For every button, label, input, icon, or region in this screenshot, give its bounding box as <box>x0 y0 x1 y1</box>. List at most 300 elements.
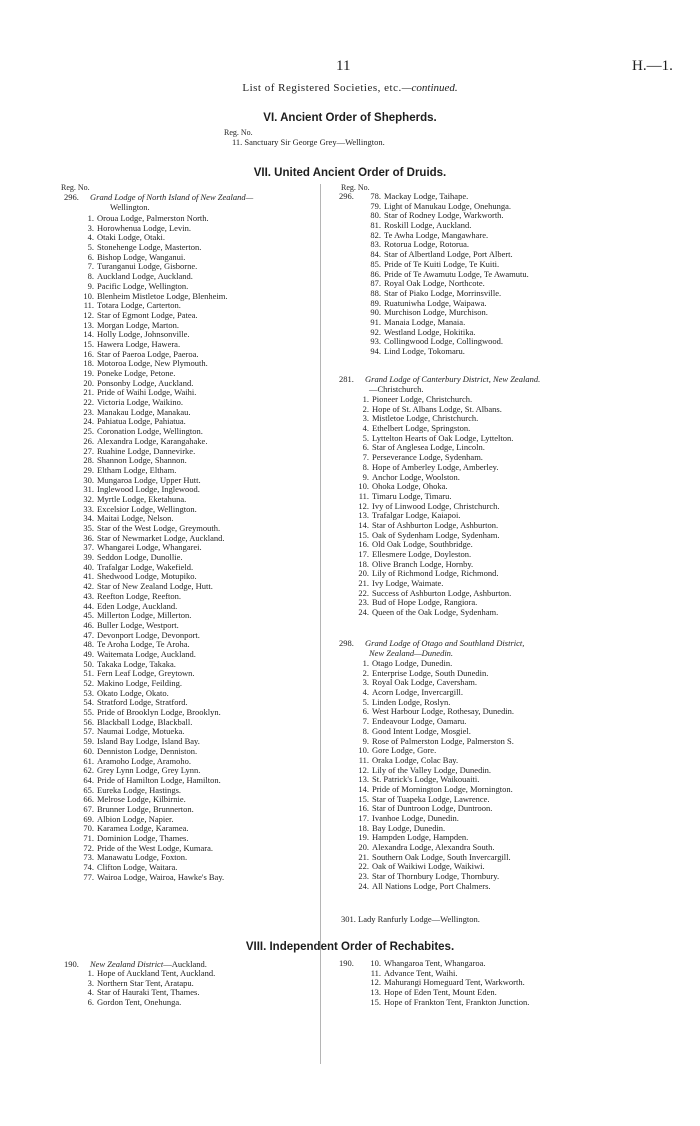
reg-number: 296. <box>339 191 354 201</box>
item-text: Albion Lodge, Napier. <box>97 813 174 824</box>
item-text: Eltham Lodge, Eltham. <box>97 464 177 475</box>
item-text: Southern Oak Lodge, South Invercargill. <box>372 851 511 862</box>
item-number: 8. <box>87 271 94 282</box>
item-number: 3. <box>362 413 369 424</box>
item-number: 14. <box>358 783 369 794</box>
item-number: 2. <box>362 403 369 414</box>
canterbury-city: —Christchurch. <box>369 384 424 394</box>
item-number: 1. <box>87 213 94 223</box>
item-number: 8. <box>362 461 369 472</box>
item-text: Ivy of Linwood Lodge, Christchurch. <box>372 500 500 511</box>
item-text: Linden Lodge, Roslyn. <box>372 696 451 707</box>
item-text: Star of Rodney Lodge, Warkworth. <box>384 210 504 221</box>
otago-heading <box>339 638 669 648</box>
item-text: Gordon Tent, Onehunga. <box>97 997 182 1008</box>
item-number: 74. <box>83 862 94 873</box>
item-number: 67. <box>83 803 94 814</box>
list-item <box>339 882 669 892</box>
item-text: Clifton Lodge, Waitara. <box>97 862 178 873</box>
canterbury-name: Grand Lodge of Canterbury District, New Zealand. <box>365 374 541 384</box>
item-text: Makino Lodge, Feilding. <box>97 678 182 688</box>
item-number: 55. <box>83 707 94 718</box>
item-number: 94. <box>370 346 381 356</box>
title-main: List of Registered Societies, etc. <box>242 82 402 94</box>
north-island-heading <box>64 192 316 202</box>
item-number: 13. <box>370 987 381 998</box>
item-text: Alexandra Lodge, Alexandra South. <box>372 842 495 853</box>
item-number: 10. <box>358 481 369 492</box>
item-text: Star of New Zealand Lodge, Hutt. <box>97 581 213 592</box>
shepherds-entry: 11. Sanctuary Sir George Grey—Wellington. <box>232 137 385 147</box>
rechabites-left-list <box>64 969 316 1008</box>
item-text: Maitai Lodge, Nelson. <box>97 513 174 524</box>
item-text: Bishop Lodge, Wanganui. <box>97 251 186 262</box>
item-text: Wairoa Lodge, Wairoa, Hawke's Bay. <box>97 871 225 882</box>
item-text: Star of the West Lodge, Greymouth. <box>97 523 221 533</box>
item-text: Pride of Waihi Lodge, Waihi. <box>97 387 197 398</box>
item-number: 11. <box>83 300 94 311</box>
item-number: 3. <box>87 222 94 233</box>
item-number: 78. <box>370 191 381 201</box>
item-text: Old Oak Lodge, Southbridge. <box>372 539 473 550</box>
item-text: Hope of Amberley Lodge, Amberley. <box>372 461 499 472</box>
item-number: 26. <box>83 435 94 446</box>
item-text: Enterprise Lodge, South Dunedin. <box>372 667 489 678</box>
item-number: 6. <box>87 997 94 1008</box>
item-number: 6. <box>87 251 94 262</box>
item-number: 12. <box>358 764 369 775</box>
item-text: Manaia Lodge, Manaia. <box>384 316 466 327</box>
item-text: Denniston Lodge, Denniston. <box>97 745 198 756</box>
item-number: 33. <box>83 503 94 514</box>
item-text: Gore Lodge, Gore. <box>372 745 437 756</box>
item-text: Buller Lodge, Westport. <box>97 619 179 630</box>
item-number: 4. <box>87 232 94 243</box>
item-text: St. Patrick's Lodge, Waikouaiti. <box>372 774 480 785</box>
rechabites-left <box>64 959 316 1008</box>
item-text: Stratford Lodge, Stratford. <box>97 697 188 708</box>
item-number: 53. <box>83 687 94 698</box>
item-number: 24. <box>83 416 94 427</box>
item-text: Myrtle Lodge, Eketahuna. <box>97 493 187 504</box>
rechabites-heading: VIII. Independent Order of Rechabites. <box>245 941 455 953</box>
item-text: Ponsonby Lodge, Auckland. <box>97 377 194 388</box>
item-number: 66. <box>83 794 94 805</box>
item-number: 61. <box>83 755 94 766</box>
item-number: 51. <box>83 668 94 679</box>
item-text: Te Awha Lodge, Mangawhare. <box>384 229 489 240</box>
item-number: 27. <box>83 445 94 456</box>
item-number: 24. <box>358 880 369 891</box>
item-number: 24. <box>358 607 369 618</box>
item-text: Star of Paeroa Lodge, Paeroa. <box>97 348 199 359</box>
item-text: Hope of Auckland Tent, Auckland. <box>97 968 216 978</box>
item-number: 10. <box>358 745 369 756</box>
item-number: 40. <box>83 561 94 572</box>
item-number: 85. <box>370 258 381 269</box>
item-text: Aramoho Lodge, Aramoho. <box>97 755 191 766</box>
item-number: 59. <box>83 736 94 747</box>
item-text: Oraka Lodge, Colac Bay. <box>372 754 459 765</box>
item-number: 23. <box>358 597 369 608</box>
list-item <box>339 998 669 1008</box>
item-number: 21. <box>358 851 369 862</box>
item-text: West Harbour Lodge, Rothesay, Dunedin. <box>372 706 515 717</box>
item-text: Island Bay Lodge, Island Bay. <box>97 736 200 747</box>
list-item <box>339 347 669 357</box>
item-text: Poneke Lodge, Petone. <box>97 368 176 378</box>
item-number: 13. <box>358 774 369 785</box>
item-number: 7. <box>362 716 369 727</box>
item-number: 1. <box>87 968 94 978</box>
item-number: 70. <box>83 823 94 834</box>
item-number: 9. <box>87 280 94 291</box>
item-text: Ruatuniwha Lodge, Waipawa. <box>384 297 487 308</box>
item-text: Turanganui Lodge, Gisborne. <box>97 261 198 272</box>
item-text: Hope of St. Albans Lodge, St. Albans. <box>372 403 502 414</box>
item-text: Auckland Lodge, Auckland. <box>97 271 193 282</box>
item-text: Star of Albertland Lodge, Port Albert. <box>384 249 513 260</box>
lady-ranfurly-lodge: 301. Lady Ranfurly Lodge—Wellington. <box>341 914 480 924</box>
item-number: 36. <box>83 532 94 543</box>
item-number: 16. <box>358 539 369 550</box>
item-text: Mahurangi Homeguard Tent, Warkworth. <box>384 977 525 988</box>
rechabites-district-name: New Zealand District <box>90 959 164 969</box>
item-text: Olive Branch Lodge, Hornby. <box>372 558 474 569</box>
page-number: 11 <box>336 58 351 74</box>
item-text: Star of Newmarket Lodge, Auckland. <box>97 532 225 543</box>
item-number: 92. <box>370 326 381 337</box>
item-text: Motoroa Lodge, New Plymouth. <box>97 358 208 369</box>
item-text: Ivy Lodge, Waimate. <box>372 578 444 589</box>
item-number: 43. <box>83 590 94 601</box>
item-number: 19. <box>358 832 369 843</box>
item-number: 20. <box>358 842 369 853</box>
item-text: Trafalgar Lodge, Wakefield. <box>97 561 194 572</box>
item-text: Mistletoe Lodge, Christchurch. <box>372 413 479 424</box>
north-island-grand-lodge <box>64 192 316 882</box>
item-text: Queen of the Oak Lodge, Sydenham. <box>372 607 499 618</box>
item-number: 35. <box>83 523 94 533</box>
item-number: 79. <box>370 200 381 211</box>
item-text: Karamea Lodge, Karamea. <box>97 823 189 834</box>
item-text: Shannon Lodge, Shannon. <box>97 455 187 466</box>
item-text: Ruahine Lodge, Dannevirke. <box>97 445 196 456</box>
item-number: 54. <box>83 697 94 708</box>
item-text: Rose of Palmerston Lodge, Palmerston S. <box>372 735 514 746</box>
item-number: 86. <box>370 268 381 279</box>
item-text: Star of Tuapeka Lodge, Lawrence. <box>372 793 490 804</box>
item-text: Fern Leaf Lodge, Greytown. <box>97 668 195 679</box>
item-number: 7. <box>362 452 369 463</box>
item-number: 10. <box>83 290 94 301</box>
item-number: 4. <box>362 687 369 698</box>
item-text: Horowhenua Lodge, Levin. <box>97 222 191 233</box>
item-text: Star of Piako Lodge, Morrinsville. <box>384 287 502 298</box>
item-text: Excelsior Lodge, Wellington. <box>97 503 197 514</box>
otago-grand-lodge <box>339 638 669 892</box>
item-text: Oak of Sydenham Lodge, Sydenham. <box>372 529 500 540</box>
item-text: Morgan Lodge, Marton. <box>97 319 179 330</box>
rechabites-divider <box>320 958 321 1022</box>
item-number: 84. <box>370 249 381 260</box>
item-number: 64. <box>83 774 94 785</box>
item-text: Pride of Te Kuiti Lodge, Te Kuiti. <box>384 258 500 269</box>
item-text: Advance Tent, Waihi. <box>384 967 458 978</box>
item-text: Collingwood Lodge, Collingwood. <box>384 336 503 347</box>
item-number: 14. <box>358 519 369 530</box>
item-number: 9. <box>362 735 369 746</box>
item-number: 89. <box>370 297 381 308</box>
otago-lodge-list <box>339 659 669 892</box>
item-number: 72. <box>83 842 94 853</box>
item-number: 8. <box>362 725 369 736</box>
item-text: Manawatu Lodge, Foxton. <box>97 852 188 863</box>
item-number: 13. <box>83 319 94 330</box>
item-number: 81. <box>370 220 381 231</box>
otago-city: New Zealand—Dunedin. <box>369 648 454 658</box>
item-number: 9. <box>362 471 369 482</box>
item-text: Blenheim Mistletoe Lodge, Blenheim. <box>97 290 228 301</box>
item-number: 42. <box>83 581 94 592</box>
item-number: 83. <box>370 239 381 250</box>
item-number: 91. <box>370 316 381 327</box>
item-number: 4. <box>87 987 94 998</box>
item-number: 49. <box>83 648 94 659</box>
item-text: Royal Oak Lodge, Northcote. <box>384 278 485 289</box>
page-reference: H.—1. <box>632 58 673 74</box>
item-text: Westland Lodge, Hokitika. <box>384 326 476 337</box>
rechabites-right <box>339 959 669 1007</box>
item-text: Star of Thornbury Lodge, Thornbury. <box>372 871 500 882</box>
item-number: 11. <box>358 490 369 501</box>
druids-right-reg-label: Reg. No. <box>341 183 370 192</box>
item-text: Hawera Lodge, Hawera. <box>97 338 181 349</box>
item-number: 82. <box>370 229 381 240</box>
item-number: 30. <box>83 474 94 485</box>
item-number: 71. <box>83 833 94 843</box>
canterbury-heading <box>339 374 669 384</box>
north-island-reg: 296. <box>64 192 79 202</box>
item-number: 20. <box>358 568 369 579</box>
item-text: Waitemata Lodge, Auckland. <box>97 648 196 659</box>
document-title <box>0 82 700 94</box>
item-text: Devonport Lodge, Devonport. <box>97 629 200 640</box>
item-number: 46. <box>83 619 94 630</box>
item-text: Te Aroha Lodge, Te Aroha. <box>97 639 190 650</box>
item-number: 56. <box>83 716 94 727</box>
item-text: Royal Oak Lodge, Caversham. <box>372 677 478 688</box>
item-number: 73. <box>83 852 94 863</box>
item-number: 57. <box>83 726 94 737</box>
item-number: 25. <box>83 426 94 437</box>
item-number: 16. <box>358 803 369 814</box>
item-number: 21. <box>83 387 94 398</box>
rechabites-district-reg: 190. <box>64 959 79 969</box>
item-text: Light of Manukau Lodge, Onehunga. <box>384 200 511 211</box>
item-text: Eureka Lodge, Hastings. <box>97 784 182 795</box>
item-number: 18. <box>358 822 369 833</box>
item-text: Pride of Mornington Lodge, Mornington. <box>372 783 513 794</box>
item-text: Bay Lodge, Dunedin. <box>372 822 446 833</box>
item-text: Star of Hauraki Tent, Thames. <box>97 987 200 998</box>
item-text: Pride of Hamilton Lodge, Hamilton. <box>97 774 221 785</box>
item-number: 88. <box>370 287 381 298</box>
item-number: 77. <box>83 871 94 882</box>
item-text: Lily of Richmond Lodge, Richmond. <box>372 568 499 579</box>
item-number: 1. <box>362 658 369 668</box>
item-number: 18. <box>83 358 94 369</box>
item-number: 48. <box>83 639 94 650</box>
item-text: Coronation Lodge, Wellington. <box>97 426 203 437</box>
column-divider <box>320 184 321 1064</box>
item-number: 22. <box>83 397 94 408</box>
item-number: 19. <box>83 368 94 378</box>
item-text: Ivanhoe Lodge, Dunedin. <box>372 813 459 823</box>
item-number: 12. <box>358 500 369 511</box>
item-number: 87. <box>370 278 381 289</box>
item-text: Timaru Lodge, Timaru. <box>372 490 452 501</box>
item-number: 13. <box>358 510 369 521</box>
item-text: Star of Ashburton Lodge, Ashburton. <box>372 519 499 530</box>
item-number: 10. <box>370 958 381 968</box>
item-number: 23. <box>358 871 369 882</box>
item-text: Star of Egmont Lodge, Patea. <box>97 309 198 320</box>
item-text: Shedwood Lodge, Motupiko. <box>97 571 197 582</box>
shepherds-reg-label: Reg. No. <box>224 128 253 137</box>
item-number: 18. <box>358 558 369 569</box>
item-number: 2. <box>362 667 369 678</box>
item-text: Roskill Lodge, Auckland. <box>384 220 472 231</box>
item-number: 7. <box>87 261 94 272</box>
item-number: 29. <box>83 464 94 475</box>
item-number: 15. <box>358 793 369 804</box>
item-number: 6. <box>362 706 369 717</box>
item-text: Lily of the Valley Lodge, Dunedin. <box>372 764 492 775</box>
item-number: 15. <box>370 996 381 1007</box>
item-number: 50. <box>83 658 94 669</box>
item-number: 28. <box>83 455 94 466</box>
item-number: 45. <box>83 610 94 621</box>
item-text: Rotorua Lodge, Rotorua. <box>384 239 469 250</box>
item-text: Dominion Lodge, Thames. <box>97 833 189 843</box>
item-number: 15. <box>83 338 94 349</box>
item-text: Oak of Waikiwi Lodge, Waikiwi. <box>372 861 485 872</box>
otago-reg: 298. <box>339 638 354 648</box>
item-text: Whangaroa Tent, Whangaroa. <box>384 958 486 968</box>
item-text: All Nations Lodge, Port Chalmers. <box>372 880 491 891</box>
rechabites-right-list <box>339 959 669 1007</box>
item-number: 39. <box>83 552 94 563</box>
item-text: Endeavour Lodge, Oamaru. <box>372 716 467 727</box>
item-text: Murchison Lodge, Murchison. <box>384 307 488 318</box>
item-text: Trafalgar Lodge, Kaiapoi. <box>372 510 461 521</box>
item-text: Reefton Lodge, Reefton. <box>97 590 182 601</box>
item-text: Okato Lodge, Okato. <box>97 687 169 698</box>
item-text: Holly Lodge, Johnsonville. <box>97 329 190 340</box>
item-text: Mungaroa Lodge, Upper Hutt. <box>97 474 201 485</box>
item-text: Pahiatua Lodge, Pahiatua. <box>97 416 186 427</box>
item-number: 3. <box>87 977 94 988</box>
item-number: 20. <box>83 377 94 388</box>
item-text: Lyttelton Hearts of Oak Lodge, Lyttelton. <box>372 432 514 443</box>
otago-name: Grand Lodge of Otago and Southland District, <box>365 638 525 648</box>
item-number: 60. <box>83 745 94 756</box>
item-number: 22. <box>358 587 369 598</box>
item-text: Hope of Eden Tent, Mount Eden. <box>384 987 497 998</box>
item-text: Manakau Lodge, Manakau. <box>97 406 191 417</box>
item-number: 17. <box>358 813 369 823</box>
item-text: Eden Lodge, Auckland. <box>97 600 178 611</box>
item-number: 37. <box>83 542 94 553</box>
item-text: Pioneer Lodge, Christchurch. <box>372 394 473 404</box>
item-number: 4. <box>362 423 369 434</box>
item-text: Anchor Lodge, Woolston. <box>372 471 460 482</box>
item-text: Star of Anglesea Lodge, Lincoln. <box>372 442 485 453</box>
item-number: 1. <box>362 394 369 404</box>
item-number: 44. <box>83 600 94 611</box>
item-number: 31. <box>83 484 94 495</box>
item-text: Mackay Lodge, Taihape. <box>384 191 469 201</box>
item-text: Lind Lodge, Tokomaru. <box>384 346 465 356</box>
title-continued: —continued. <box>401 82 458 94</box>
item-number: 16. <box>83 348 94 359</box>
north-island-city: Wellington. <box>110 202 150 212</box>
item-text: Otago Lodge, Dunedin. <box>372 658 453 668</box>
item-number: 3. <box>362 677 369 688</box>
item-text: Acorn Lodge, Invercargill. <box>372 687 463 698</box>
canterbury-grand-lodge <box>339 374 669 618</box>
item-text: Pride of Brooklyn Lodge, Brooklyn. <box>97 707 221 718</box>
item-number: 12. <box>83 309 94 320</box>
list-item <box>339 608 669 618</box>
item-text: Stonehenge Lodge, Masterton. <box>97 242 202 253</box>
item-text: Oroua Lodge, Palmerston North. <box>97 213 209 223</box>
item-number: 93. <box>370 336 381 347</box>
item-text: Inglewood Lodge, Inglewood. <box>97 484 200 495</box>
item-text: Star of Duntroon Lodge, Duntroon. <box>372 803 493 814</box>
item-text: Pride of Te Awamutu Lodge, Te Awamutu. <box>384 268 529 279</box>
item-number: 69. <box>83 813 94 824</box>
item-number: 80. <box>370 210 381 221</box>
item-number: 90. <box>370 307 381 318</box>
item-text: Hampden Lodge, Hampden. <box>372 832 469 843</box>
item-text: Whangarei Lodge, Whangarei. <box>97 542 202 553</box>
item-text: Otaki Lodge, Otaki. <box>97 232 165 243</box>
item-text: Blackball Lodge, Blackball. <box>97 716 193 727</box>
north-island-lodge-list <box>64 214 316 882</box>
item-number: 41. <box>83 571 94 582</box>
list-item <box>64 873 316 883</box>
canterbury-reg: 281. <box>339 374 354 384</box>
item-text: Pacific Lodge, Wellington. <box>97 280 189 291</box>
item-text: Ethelbert Lodge, Springston. <box>372 423 471 434</box>
item-number: 47. <box>83 629 94 640</box>
shepherds-heading: VI. Ancient Order of Shepherds. <box>263 112 437 124</box>
item-text: Melrose Lodge, Kilbirnie. <box>97 794 186 805</box>
item-text: Bud of Hope Lodge, Rangiora. <box>372 597 478 608</box>
item-number: 5. <box>362 696 369 707</box>
item-number: 11. <box>358 754 369 765</box>
item-text: Ohoka Lodge, Ohoka. <box>372 481 448 492</box>
item-text: Grey Lynn Lodge, Grey Lynn. <box>97 765 201 776</box>
item-text: Totara Lodge, Carterton. <box>97 300 181 311</box>
item-number: 23. <box>83 406 94 417</box>
druids-heading: VII. United Ancient Order of Druids. <box>253 167 447 179</box>
item-number: 12. <box>370 977 381 988</box>
item-number: 65. <box>83 784 94 795</box>
item-number: 52. <box>83 678 94 688</box>
